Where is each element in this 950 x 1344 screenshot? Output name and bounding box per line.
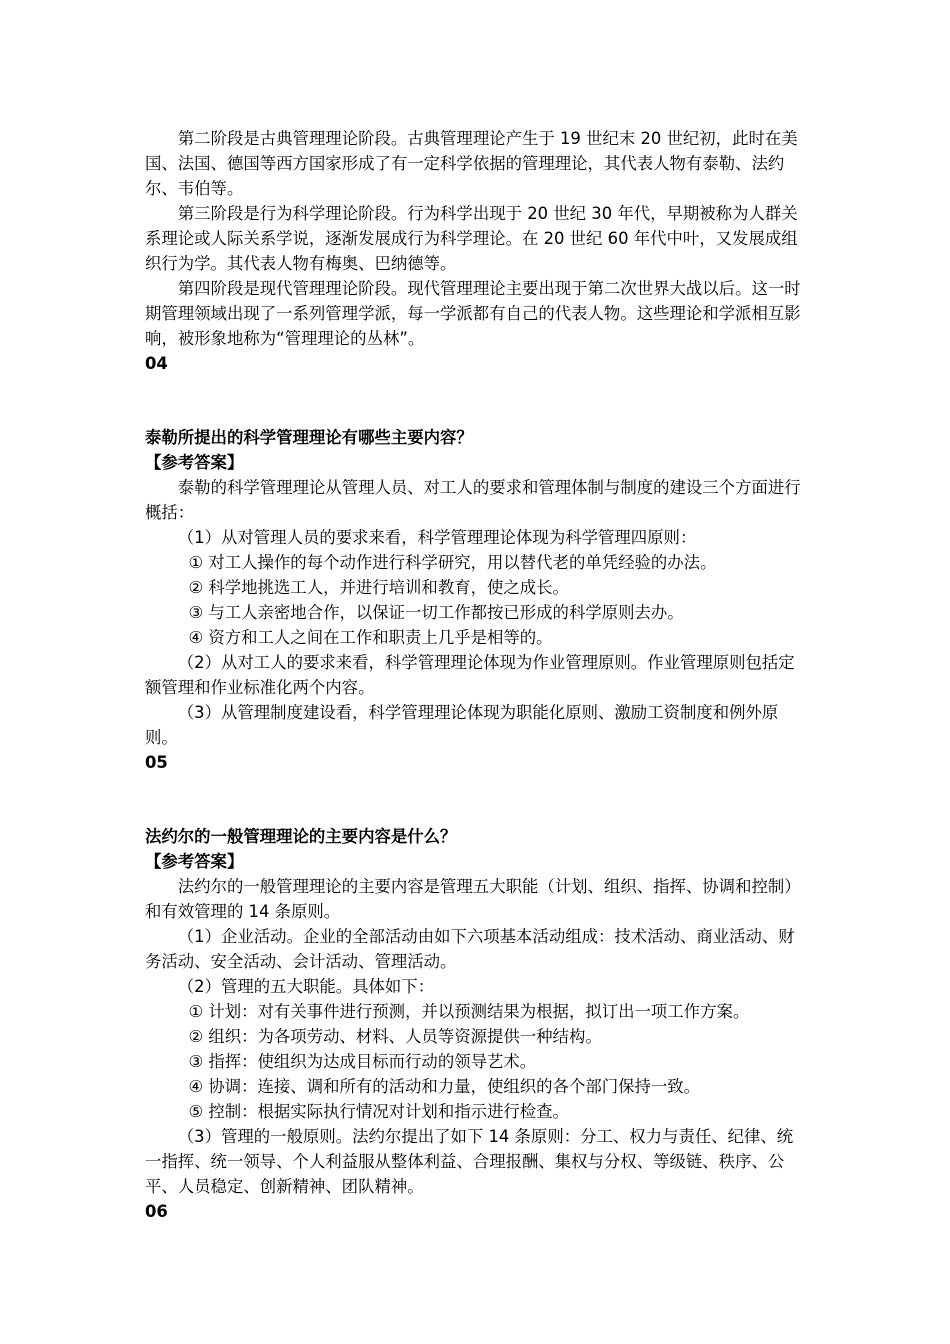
answer-05-intro: 法约尔的一般管理理论的主要内容是管理五大职能（计划、组织、指挥、协调和控制）和有效管理的 14 条原则。	[145, 877, 801, 921]
answer-05-point-2: （2）管理的五大职能。具体如下：	[177, 977, 435, 996]
list-item: ① 计划：对有关事件进行预测，并以预测结果为根据，拟订出一项工作方案。	[188, 1002, 750, 1021]
list-item: ① 对工人操作的每个动作进行科学研究，用以替代老的单凭经验的办法。	[188, 553, 717, 572]
question-04: 泰勒所提出的科学管理理论有哪些主要内容？	[145, 428, 473, 447]
paragraph-stage-four: 第四阶段是现代管理理论阶段。现代管理理论主要出现于第二次世界大战以后。这一时期管理领域出现了一系列管理学派，每一学派都有自己的代表人物。这些理论和学派相互影响，被形象地称为“管理理论的丛林”。	[145, 279, 801, 348]
section-number-06: 06	[145, 1202, 168, 1221]
answer-05-point-3: （3）管理的一般原则。法约尔提出了如下 14 条原则：分工、权力与责任、纪律、统一指挥、统一领导、个人利益服从整体利益、合理报酬、集权与分权、等级链、秩序、公平、人员稳定、创新精神、团队精神。	[145, 1127, 794, 1196]
list-item: ② 组织：为各项劳动、材料、人员等资源提供一种结构。	[188, 1027, 602, 1046]
section-number-04: 04	[145, 354, 168, 373]
answer-04-point-2: （2）从对工人的要求来看，科学管理理论体现为作业管理原则。作业管理原则包括定额管理和作业标准化两个内容。	[145, 653, 795, 697]
answer-04-intro: 泰勒的科学管理理论从管理人员、对工人的要求和管理体制与制度的建设三个方面进行概括：	[145, 478, 801, 522]
paragraph-stage-three: 第三阶段是行为科学理论阶段。行为科学出现于 20 世纪 30 年代，早期被称为人群关系理论或人际关系学说，逐渐发展成行为科学理论。在 20 世纪 60 年代中叶，又发展成组织行为学。其代表人物有梅奥、巴纳德等。	[145, 204, 798, 273]
list-item: ③ 指挥：使组织为达成目标而行动的领导艺术。	[188, 1052, 537, 1071]
document-body	[145, 126, 807, 1224]
list-item: ③ 与工人亲密地合作，以保证一切工作都按已形成的科学原则去办。	[188, 603, 684, 622]
answer-05-point-1: （1）企业活动。企业的全部活动由如下六项基本活动组成：技术活动、商业活动、财务活动、安全活动、会计活动、管理活动。	[145, 927, 795, 971]
list-item: ④ 协调：连接、调和所有的活动和力量，使组织的各个部门保持一致。	[188, 1077, 701, 1096]
question-05: 法约尔的一般管理理论的主要内容是什么？	[145, 827, 457, 846]
paragraph-stage-two: 第二阶段是古典管理理论阶段。古典管理理论产生于 19 世纪末 20 世纪初，此时在美国、法国、德国等西方国家形成了有一定科学依据的管理理论，其代表人物有泰勒、法约尔、韦伯等。	[145, 129, 798, 198]
answer-04-point-3: （3）从管理制度建设看，科学管理理论体现为职能化原则、激励工资制度和例外原则。	[145, 703, 779, 747]
list-item: ⑤ 控制：根据实际执行情况对计划和指示进行检查。	[188, 1102, 569, 1121]
answer-04-point-1: （1）从对管理人员的要求来看，科学管理理论体现为科学管理四原则：	[177, 528, 697, 547]
list-item: ② 科学地挑选工人，并进行培训和教育，使之成长。	[188, 578, 569, 597]
answer-tag-05: 【参考答案】	[145, 852, 244, 871]
answer-tag-04: 【参考答案】	[145, 453, 244, 472]
list-item: ④ 资方和工人之间在工作和职责上几乎是相等的。	[188, 628, 553, 647]
section-number-05: 05	[145, 753, 168, 772]
